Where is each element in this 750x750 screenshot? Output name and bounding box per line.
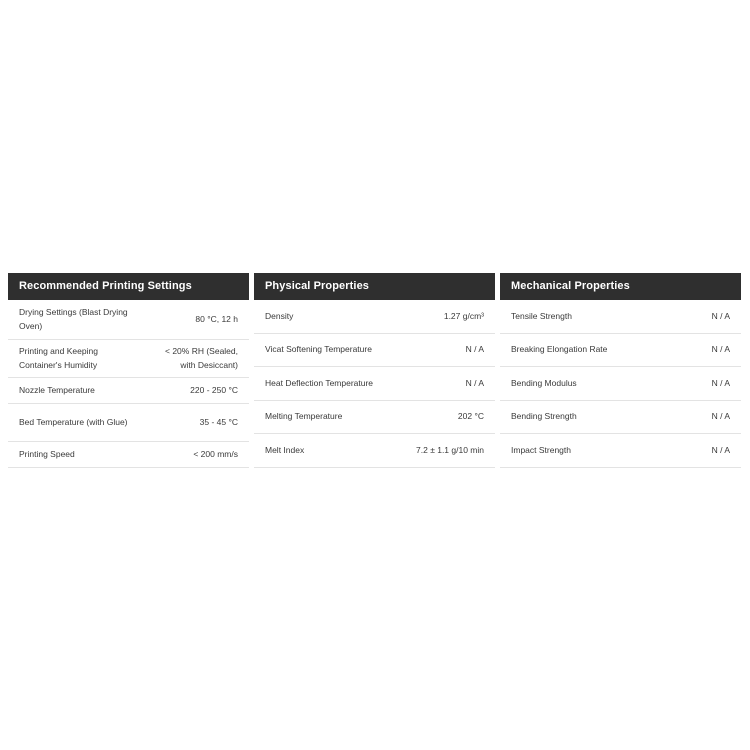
- physical-properties-table: [254, 300, 495, 468]
- row-value: 220 - 250 °C: [190, 384, 238, 395]
- row-label: Printing and Keeping Container's Humidity: [19, 346, 98, 370]
- row-value: N / A: [711, 444, 730, 455]
- row-value: N / A: [711, 344, 730, 355]
- table-row: [500, 434, 741, 468]
- row-value: < 200 mm/s: [193, 448, 238, 459]
- row-label: Vicat Softening Temperature: [265, 344, 372, 355]
- row-value: N / A: [711, 310, 730, 321]
- mechanical-properties-title: Mechanical Properties: [500, 273, 741, 300]
- row-label: Bending Strength: [511, 411, 577, 422]
- table-row: [254, 401, 495, 435]
- row-label: Melting Temperature: [265, 411, 343, 422]
- row-value: 80 °C, 12 h: [195, 313, 238, 324]
- row-value: 202 °C: [457, 411, 484, 422]
- row-value: N / A: [711, 377, 730, 388]
- row-value: 35 - 45 °C: [199, 416, 238, 427]
- table-row: [500, 334, 741, 368]
- table-row: [8, 442, 249, 468]
- table-row: [500, 300, 741, 334]
- physical-properties-title: Physical Properties: [254, 273, 495, 300]
- row-label: Impact Strength: [511, 444, 572, 455]
- row-label: Bending Modulus: [511, 377, 577, 388]
- printing-settings-panel: [8, 273, 249, 468]
- row-label: Heat Deflection Temperature: [265, 377, 374, 388]
- row-value: N / A: [711, 411, 730, 422]
- mechanical-properties-panel: [500, 273, 741, 468]
- row-value: N / A: [465, 344, 484, 355]
- table-row: [254, 367, 495, 401]
- row-label: Nozzle Temperature: [19, 384, 95, 395]
- row-label: Density: [265, 310, 294, 321]
- table-row: [254, 334, 495, 368]
- row-label: Bed Temperature (with Glue): [19, 416, 128, 427]
- mechanical-properties-table: [500, 300, 741, 468]
- table-row: [500, 401, 741, 435]
- printing-settings-table: [8, 300, 249, 468]
- row-value: 1.27 g/cm³: [443, 310, 484, 321]
- table-row: [254, 434, 495, 468]
- table-row: [8, 340, 249, 378]
- row-label: Melt Index: [265, 444, 305, 455]
- row-label: Breaking Elongation Rate: [511, 344, 608, 355]
- table-row: [8, 404, 249, 442]
- row-label: Drying Settings (Blast Drying Oven): [19, 307, 128, 331]
- physical-properties-panel: [254, 273, 495, 468]
- table-row: [500, 367, 741, 401]
- row-value: 7.2 ± 1.1 g/10 min: [416, 444, 484, 455]
- table-row: [254, 300, 495, 334]
- row-value: N / A: [465, 377, 484, 388]
- row-label: Tensile Strength: [511, 310, 572, 321]
- table-row: [8, 378, 249, 404]
- printing-settings-title: Recommended Printing Settings: [8, 273, 249, 300]
- row-value: < 20% RH (Sealed, with Desiccant): [165, 346, 238, 370]
- row-label: Printing Speed: [19, 448, 75, 459]
- table-row: [8, 300, 249, 340]
